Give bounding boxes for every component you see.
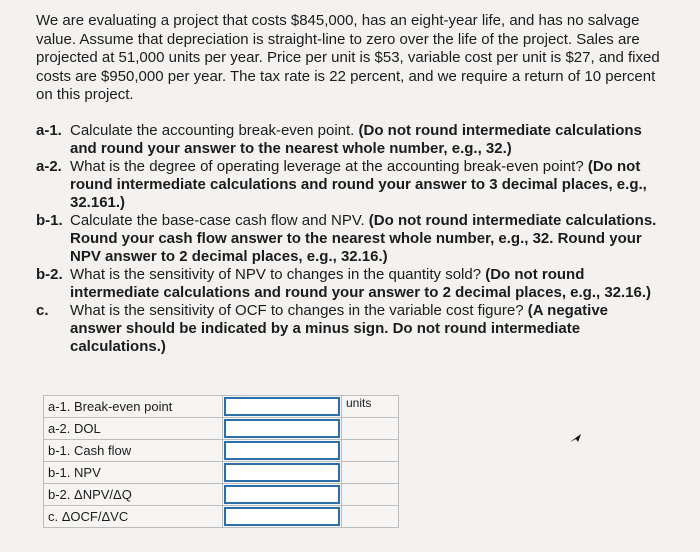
unit-label	[342, 440, 399, 462]
question-text: What is the sensitivity of NPV to changes in the quantity sold?	[70, 266, 486, 283]
answer-cell	[223, 484, 342, 506]
row-label: c. ΔOCF/ΔVC	[44, 506, 223, 528]
question-label: a-1.	[36, 122, 62, 139]
unit-label	[342, 462, 399, 484]
question-text: What is the degree of operating leverage at the accounting break-even point?	[70, 158, 588, 175]
cash-flow-input[interactable]	[224, 441, 340, 460]
question-instruction: (Do not round intermediate calculations and round your answer to 2 decimal places, e.g., 32.16.)	[70, 266, 652, 301]
table-row	[44, 462, 399, 484]
npv-input[interactable]	[224, 463, 340, 482]
answer-table	[43, 395, 399, 528]
row-label: a-2. DOL	[44, 418, 223, 440]
table-row	[44, 396, 399, 418]
answer-cell	[223, 462, 342, 484]
question-label: b-2.	[36, 266, 63, 283]
row-label: b-1. NPV	[44, 462, 223, 484]
answer-cell	[223, 506, 342, 528]
ocf-sensitivity-input[interactable]	[224, 507, 340, 526]
question-a2	[36, 158, 661, 212]
npv-sensitivity-input[interactable]	[224, 485, 340, 504]
dol-input[interactable]	[224, 419, 340, 438]
question-label: b-1.	[36, 212, 63, 229]
row-label: a-1. Break-even point	[44, 396, 223, 418]
row-label: b-2. ΔNPV/ΔQ	[44, 484, 223, 506]
question-text: What is the sensitivity of OCF to changes in the variable cost figure?	[70, 302, 528, 319]
question-instruction: (Do not round intermediate calculations and round your answer to the nearest whole number, e.g., 32.)	[70, 122, 642, 157]
question-instruction: (Do not round intermediate calculations and round your answer to 3 decimal places, e.g., 32.161.)	[70, 158, 647, 211]
question-label: a-2.	[36, 158, 62, 175]
table-row	[44, 484, 399, 506]
mouse-cursor-icon	[569, 432, 583, 444]
question-text: Calculate the accounting break-even point.	[70, 122, 359, 139]
question-b1	[36, 212, 661, 266]
problem-statement: We are evaluating a project that costs $845,000, has an eight-year life, and has no salvage value. Assume that depreciation is straight-line to zero over the life of the project. Sales are projected at 51,000 units per year. Price per unit is $53, variable cost per unit is $27, and fixed costs are $950,000 per year. The tax rate is 22 percent, and we require a return of 10 percent on this project.	[36, 12, 660, 103]
unit-label: units	[342, 396, 399, 418]
table-row	[44, 506, 399, 528]
question-instruction: (Do not round intermediate calculations. Round your cash flow answer to the nearest whole number, e.g., 32. Round your NPV answer to 2 decimal places, e.g., 32.16.)	[70, 212, 657, 265]
question-label: c.	[36, 302, 49, 319]
question-c	[36, 302, 661, 356]
question-b2	[36, 266, 661, 302]
answer-cell	[223, 418, 342, 440]
answer-cell	[223, 440, 342, 462]
answer-cell	[223, 396, 342, 418]
unit-label	[342, 484, 399, 506]
unit-label	[342, 418, 399, 440]
question-a1	[36, 122, 661, 158]
question-text: Calculate the base-case cash flow and NPV.	[70, 212, 369, 229]
unit-label	[342, 506, 399, 528]
table-row	[44, 440, 399, 462]
table-row	[44, 418, 399, 440]
row-label: b-1. Cash flow	[44, 440, 223, 462]
question-instruction: (A negative answer should be indicated by a minus sign. Do not round intermediate calculations.)	[70, 302, 609, 355]
question-list	[36, 122, 661, 356]
break-even-input[interactable]	[224, 397, 340, 416]
